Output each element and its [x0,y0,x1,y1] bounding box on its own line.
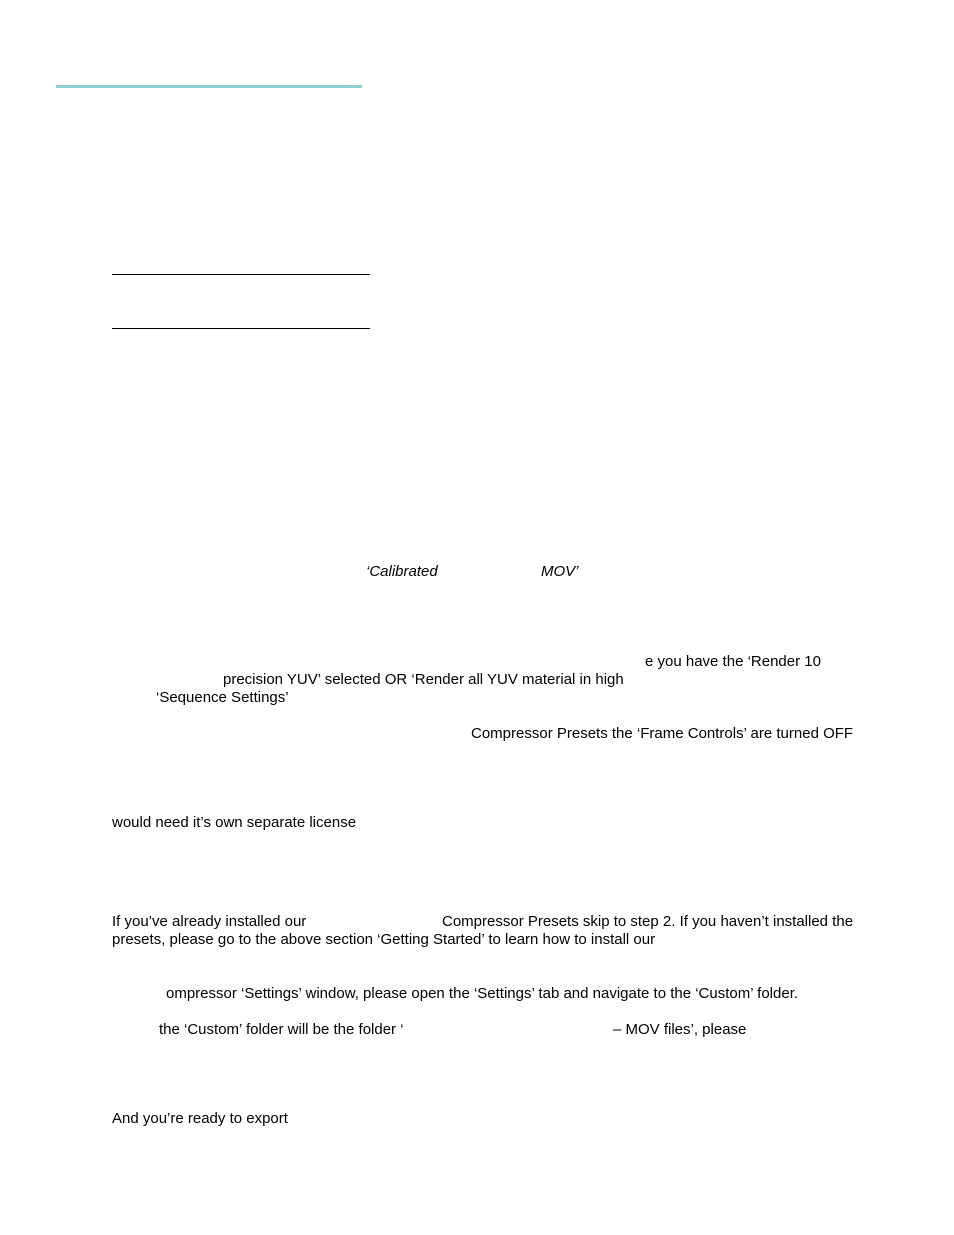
license-text: would need it’s own separate license [112,814,357,831]
custom-folder-text: the ‘Custom’ folder will be the folder ‘ [159,1021,404,1038]
divider-line-2 [112,328,370,329]
settings-window-text: ompressor ‘Settings’ window, please open the ‘Settings’ tab and navigate to the ‘Custom’ folder. [166,985,799,1002]
accent-rule [56,85,362,88]
sequence-settings-text: ‘Sequence Settings’ [156,689,289,706]
calibrated-text: ‘Calibrated [366,563,438,580]
divider-line-1 [112,274,370,275]
installed-text-b: Compressor Presets skip to step 2. If you haven’t installed the [442,913,854,930]
frame-controls-text: Compressor Presets the ‘Frame Controls’ are turned OFF [471,725,854,742]
mov-files-text: – MOV files’, please [613,1021,747,1038]
render-10-text: e you have the ‘Render 10 [645,653,821,670]
mov-text: MOV’ [541,563,579,580]
precision-yuv-text: precision YUV’ selected OR ‘Render all YUV material in high [223,671,624,688]
ready-text: And you’re ready to export [112,1110,288,1127]
installed-text-a: If you’ve already installed our [112,913,307,930]
presets-line-text: presets, please go to the above section ‘Getting Started’ to learn how to install our [112,931,656,948]
